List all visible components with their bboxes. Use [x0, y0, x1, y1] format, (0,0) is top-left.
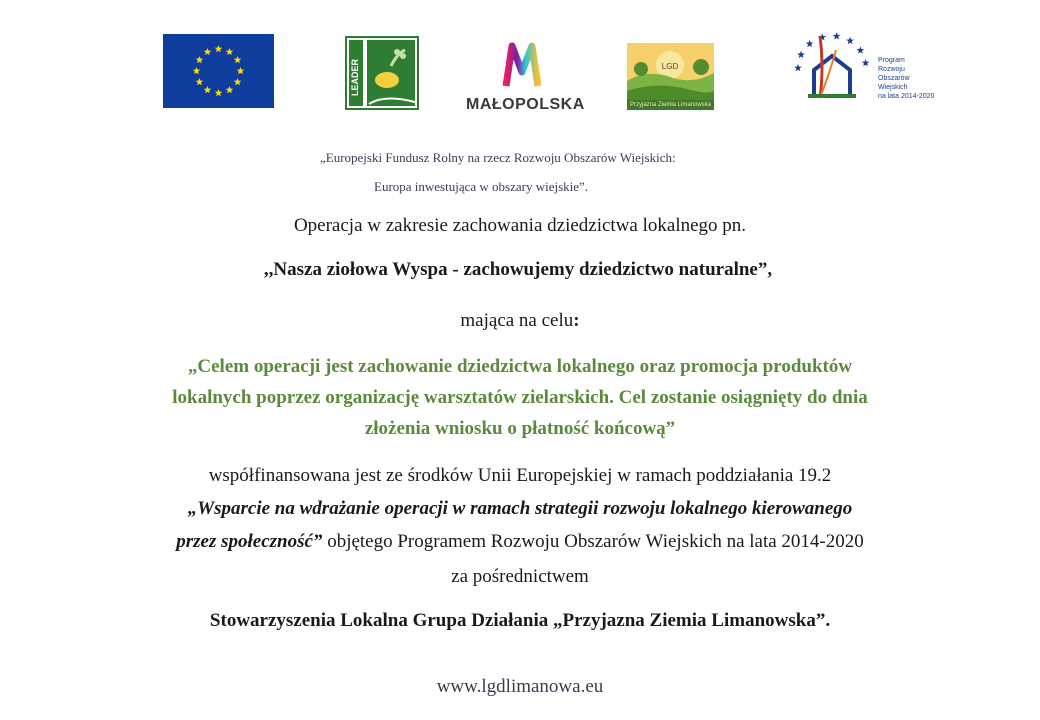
measure-line-2	[0, 531, 1040, 553]
eu-flag-icon	[163, 34, 274, 108]
aim-label: mająca na celu:	[460, 310, 580, 331]
intermediary-line: za pośrednictwem	[451, 566, 589, 587]
website-link[interactable]: www.lgdlimanowa.eu	[436, 676, 604, 697]
fund-line-1: „Europejski Fundusz Rolny na rzecz Rozwoju Obszarów Wiejskich:	[320, 150, 676, 165]
leader-logo-text: LEADER	[350, 58, 360, 96]
prow-star-icon	[794, 64, 802, 71]
goal-line-1: „Celem operacji jest zachowanie dziedzictwa lokalnego oraz promocja produktów	[187, 356, 853, 377]
malopolska-logo-icon	[466, 38, 585, 114]
prow-star-icon	[846, 37, 854, 44]
prow-star-icon	[857, 46, 865, 53]
prow-star-icon	[797, 51, 805, 58]
measure-line-2-italic: przez społeczność”	[176, 531, 323, 552]
measure-line-2-rest: objętego Programem Rozwoju Obszarów Wiejskich na lata 2014-2020	[322, 531, 864, 552]
leader-logo-icon	[345, 36, 419, 110]
lgd-caption: Przyjazna Ziemia Limanowska	[627, 100, 714, 110]
cofinance-line: współfinansowana jest ze środków Unii Europejskiej w ramach poddziałania 19.2	[208, 465, 832, 486]
operation-intro: Operacja w zakresie zachowania dziedzictwa lokalnego pn.	[293, 215, 747, 236]
prow-logo-icon	[790, 28, 935, 104]
prow-logo-text: Program Rozwoju Obszarów Wiejskich na lata 2014-2020	[878, 57, 935, 100]
logo-bar	[0, 28, 1040, 118]
malopolska-logo-text: MAŁOPOLSKA	[466, 96, 585, 113]
goal-line-3: złożenia wniosku o płatność końcową”	[364, 418, 676, 439]
lgd-badge: LGD	[661, 62, 679, 71]
lgd-logo-icon	[627, 43, 714, 110]
measure-line-1: „Wsparcie na wdrażanie operacji w ramach strategii rozwoju lokalnego kierowanego	[187, 498, 853, 519]
prow-star-icon	[833, 32, 841, 39]
association-line: Stowarzyszenia Lokalna Grupa Działania „Przyjazna Ziemia Limanowska”.	[209, 610, 831, 631]
prow-star-icon	[862, 59, 870, 66]
goal-line-2: lokalnych poprzez organizację warsztatów zielarskich. Cel zostanie osiągnięty do dnia	[172, 387, 868, 408]
operation-title-text: ,,Nasza ziołowa Wyspa - zachowujemy dziedzictwo naturalne”,	[263, 259, 773, 280]
operation-title	[0, 259, 1038, 281]
fund-line-2: Europa inwestująca w obszary wiejskie”.	[374, 179, 589, 194]
prow-star-icon	[806, 40, 814, 47]
